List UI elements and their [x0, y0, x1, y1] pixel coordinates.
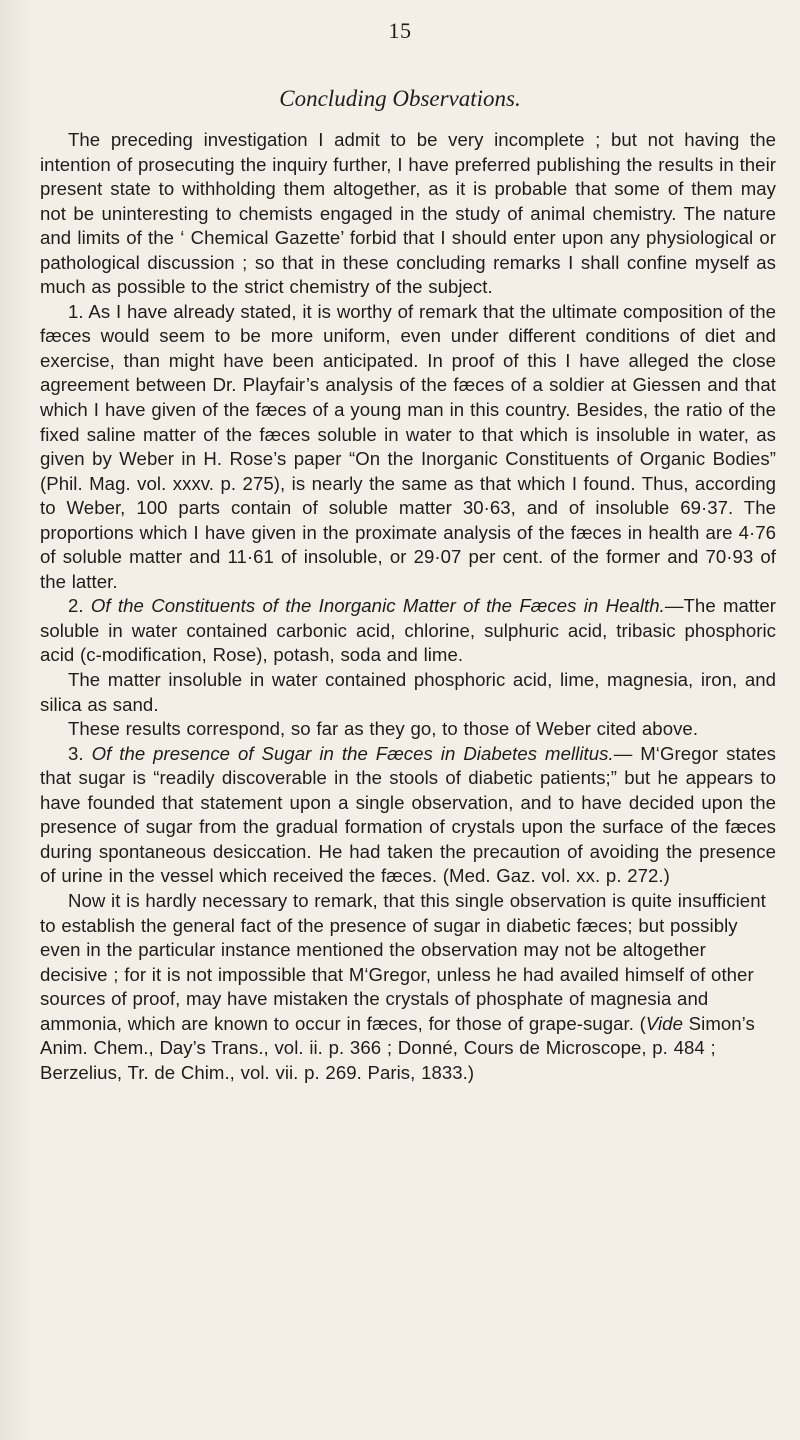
- paragraph-correspondence: [40, 717, 776, 742]
- paragraph-3-text: — M‘Gregor states that sugar is “readily discoverable in the stools of diabetic patients;” but he appears to have founded that statement upon a single observation, and to have decided upon the presence of sugar from the gradual formation of crystals upon the surface of the fæces during spontaneous desiccation. He had taken the precaution of avoiding the presence of urine in the vessel which received the fæces. (Med. Gaz. vol. xx. p. 272.): [40, 742, 777, 887]
- paragraph-intro-text: The preceding investigation I admit to be very incomplete ; but not having the intention of prosecuting the inquiry further, I have preferred publishing the results in their present state to withholding them altogether, as it is probable that some of them may not be uninteresting to chemists engaged in the study of animal chemistry. The nature and limits of the ‘ Chemical Gazette’ forbid that I should enter upon any physiological or pathological discussion ; so that in these concluding remarks I shall confine myself as much as possible to the strict chemistry of the subject.: [40, 129, 776, 298]
- paragraph-correspondence-text: These results correspond, so far as they go, to those of Weber cited above.: [68, 718, 699, 740]
- paragraph-2-number: 2.: [68, 595, 84, 617]
- paragraph-3-heading: Of the presence of Sugar in the Fæces in Diabetes mellitus.: [91, 742, 614, 764]
- section-title: Concluding Observations.: [279, 86, 521, 111]
- paragraph-3-sugar-in-diabetes: [40, 742, 776, 889]
- paragraph-insoluble-text: The matter insoluble in water contained phosphoric acid, lime, magnesia, iron, and silica as sand.: [40, 669, 776, 715]
- paragraph-2-inorganic-constituents: [40, 594, 776, 668]
- page-number: 15: [388, 18, 412, 43]
- paragraph-insoluble-matter: [40, 668, 776, 717]
- body-text: [40, 128, 776, 1085]
- paragraph-intro: [40, 128, 776, 300]
- paragraph-final-text-a: Now it is hardly necessary to remark, that this single observation is quite insufficient to establish the general fact of the presence of sugar in diabetic fæces; but possibly even in the particular instance mentioned the observation may not be altogether decisive ; for it is not impossible that M‘Gregor, unless he had availed himself of other sources of proof, may have mistaken the crystals of phosphate of magnesia and ammonia, which are known to occur in fæces, for those of grape-sugar. (: [40, 889, 766, 1034]
- paragraph-3-number: 3.: [68, 742, 84, 764]
- paragraph-2-text: —The matter soluble in water contained carbonic acid, chlorine, sulphuric acid, tribasic phosphoric acid (c-modification, Rose), potash, soda and lime.: [40, 595, 776, 666]
- paragraph-1-ultimate-composition: [40, 300, 776, 595]
- paragraph-1-text: 1. As I have already stated, it is worthy of remark that the ultimate composition of the fæces would seem to be more uniform, even under different conditions of diet and exercise, than might have been anticipated. In proof of this I have alleged the close agreement between Dr. Playfair’s analysis of the fæces of a soldier at Giessen and that which I have given of the fæces of a young man in this country. Besides, the ratio of the fixed saline matter of the fæces soluble in water to that which is insoluble in water, as given by Weber in H. Rose’s paper “On the Inorganic Constituents of Organic Bodies” (Phil. Mag. vol. xxxv. p. 275), is nearly the same as that which I found. Thus, according to Weber, 100 parts contain of soluble matter 30·63, and of insoluble 69·37. The proportions which I have given in the proximate analysis of the fæces in health are 4·76 of soluble matter and 11·61 of insoluble, or 29·07 per cent. of the former and 70·93 of the latter.: [40, 300, 776, 592]
- paragraph-final-remark: [40, 889, 776, 1085]
- paragraph-final-text-b: Simon’s Anim. Chem., Day’s Trans., vol. ii. p. 366 ; Donné, Cours de Microscope, p. 484 ; Berzelius, Tr. de Chim., vol. vii. p. 269. Paris, 1833.): [40, 1012, 755, 1083]
- paragraph-2-heading: Of the Constituents of the Inorganic Matter of the Fæces in Health.: [90, 595, 665, 617]
- paragraph-final-vide: Vide: [645, 1012, 683, 1034]
